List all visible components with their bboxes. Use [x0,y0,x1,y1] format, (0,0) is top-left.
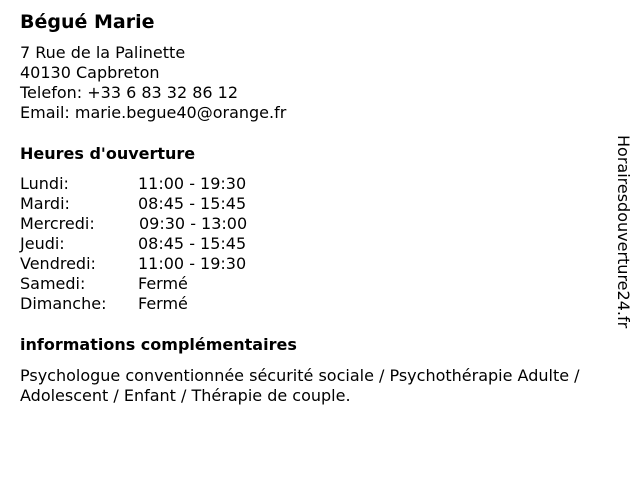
day-label: Dimanche: [20,294,107,313]
email-address: Email: marie.begue40@orange.fr [20,103,287,122]
business-name: Bégué Marie [20,11,155,33]
additional-info-heading: informations complémentaires [20,335,297,354]
hours-row-wednesday [20,214,610,234]
hours-row-thursday [20,234,610,254]
day-label: Mardi: [20,194,70,213]
time-value: 11:00 - 19:30 [138,174,247,193]
day-label: Lundi: [20,174,69,193]
day-label: Vendredi: [20,254,96,273]
business-card [20,10,610,406]
hours-row-friday [20,254,610,274]
site-watermark: Horairesdouverture24.fr [614,135,633,329]
day-label: Samedi: [20,274,86,293]
street-address: 7 Rue de la Palinette [20,43,186,62]
phone-number: Telefon: +33 6 83 32 86 12 [20,83,239,102]
additional-info-text: Psychologue conventionnée sécurité sociale / Psychothérapie Adulte / Adolescent / Enfant / Thérapie de couple. [20,366,580,405]
time-value: 09:30 - 13:00 [139,214,248,233]
time-value: Fermé [138,294,188,313]
time-value: 11:00 - 19:30 [138,254,247,273]
time-value: 08:45 - 15:45 [138,194,247,213]
hours-row-saturday [20,274,610,294]
time-value: 08:45 - 15:45 [138,234,247,253]
hours-row-sunday [20,294,610,314]
contact-details [20,43,610,123]
time-value: Fermé [138,274,188,293]
day-label: Mercredi: [20,214,95,233]
hours-row-tuesday [20,194,610,214]
hours-row-monday [20,174,610,194]
city-postcode: 40130 Capbreton [20,63,160,82]
opening-hours-heading: Heures d'ouverture [20,144,196,163]
opening-hours-table [20,174,610,314]
day-label: Jeudi: [20,234,65,253]
